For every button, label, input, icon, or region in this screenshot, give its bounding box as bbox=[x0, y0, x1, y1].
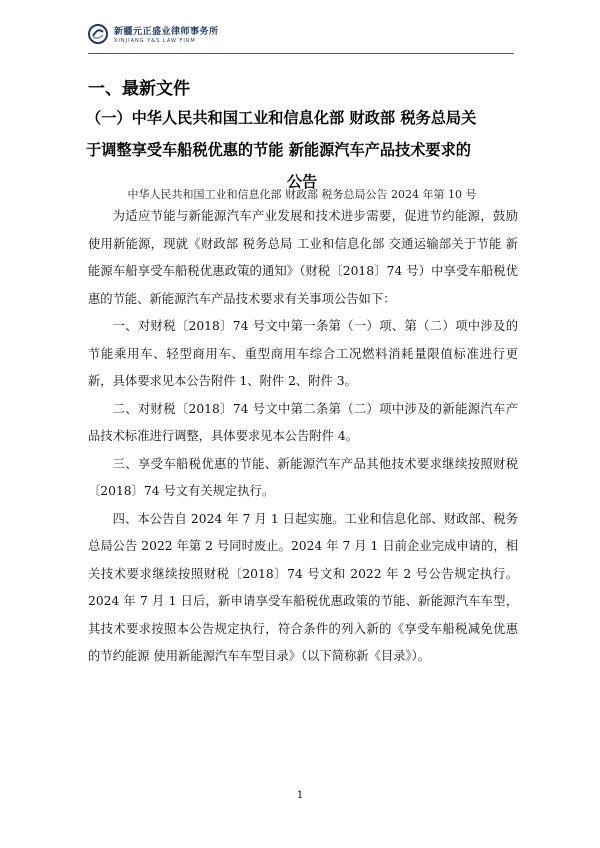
document-title-line-1: （一）中华人民共和国工业和信息化部 财政部 税务总局关 bbox=[86, 109, 477, 127]
document-body bbox=[88, 203, 518, 671]
document-title bbox=[86, 102, 518, 198]
firm-name-block bbox=[114, 24, 219, 44]
section-heading: 一、最新文件 bbox=[88, 79, 190, 99]
firm-name-cn: 新疆元正盛业律师事务所 bbox=[114, 27, 219, 37]
notice-number: 中华人民共和国工业和信息化部 财政部 税务总局公告 2024 年第 10 号 bbox=[127, 188, 477, 201]
document-title-line-2: 于调整享受车船税优惠的节能 新能源汽车产品技术要求的 bbox=[86, 141, 471, 159]
paragraph-item-2: 二、对财税〔2018〕74 号文中第二条第（二）项中涉及的新能源汽车产品技术标准进行调整，具体要求见本公告附件 4。 bbox=[88, 401, 518, 443]
page-number: 1 bbox=[296, 790, 304, 801]
firm-logo-icon bbox=[88, 24, 108, 44]
letterhead bbox=[88, 20, 219, 48]
firm-name-en: XINJIANG Y&S LAW FIRM bbox=[114, 38, 196, 44]
document-title-line-3: 公告 bbox=[286, 173, 318, 191]
paragraph-intro: 为适应节能与新能源汽车产业发展和技术进步需要，促进节约能源，鼓励使用新能源，现就《财政部 税务总局 工业和信息化部 交通运输部关于节能 新能源车船享受车船税优惠政策的通知》（财税〔2018〕74 号）中享受车船税优惠的节能、新能源汽车产品技术要求有关事项公告如下： bbox=[88, 209, 518, 306]
paragraph-item-3: 三、享受车船税优惠的节能、新能源汽车产品其他技术要求继续按照财税〔2018〕74 号文有关规定执行。 bbox=[88, 456, 518, 498]
paragraph-item-4: 四、本公告自 2024 年 7 月 1 日起实施。工业和信息化部、财政部、税务总局公告 2022 年第 2 号同时废止。2024 年 7 月 1 日前企业完成申请的，相关技术要求继续按照财税〔2018〕74 号文和 2022 年 2 号公告规定执行。2024 年 7 月 1 日后，新申请享受车船税优惠政策的节能、新能源汽车车型，其技术要求按照本公告规定执行，符合条件的列入新的《享受车船税减免优惠的节约能源 使用新能源汽车车型目录》（以下简称新《目录》）。 bbox=[88, 511, 518, 663]
paragraph-item-1: 一、对财税〔2018〕74 号文中第一条第（一）项、第（二）项中涉及的节能乘用车、轻型商用车、重型商用车综合工况燃料消耗量限值标准进行更新，具体要求见本公告附件 1、附件 2、附件 3。 bbox=[88, 319, 518, 388]
header-divider bbox=[88, 53, 514, 54]
